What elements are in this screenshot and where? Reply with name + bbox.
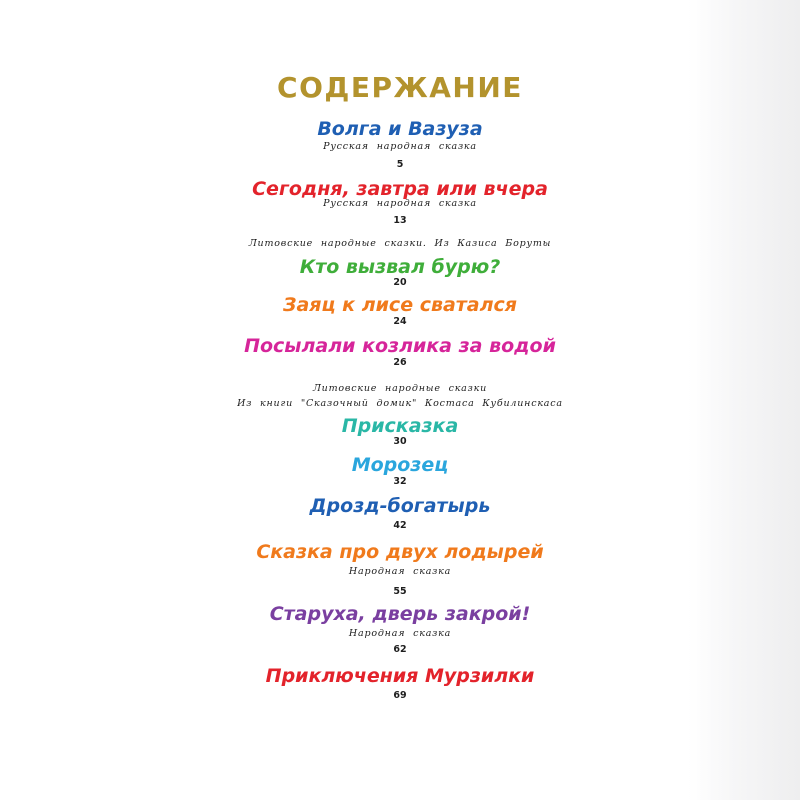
toc-entry-title[interactable]: Заяц к лисе сватался [282,294,518,316]
toc-entry-title[interactable]: Старуха, дверь закрой! [269,603,531,625]
toc-entry-title[interactable]: Присказка [341,415,459,437]
toc-entry-page-number: 69 [393,690,407,701]
toc-entry-page-number: 32 [393,476,407,487]
toc-entry-title[interactable]: Посылали козлика за водой [244,335,556,357]
toc-entry-page-number: 30 [393,436,407,447]
toc-entry-title[interactable]: Дрозд-богатырь [309,495,491,517]
toc-entry-title[interactable]: Сегодня, завтра или вчера [252,178,548,200]
toc-entry-page-number: 42 [393,520,407,531]
toc-entry-subtitle: Русская народная сказка [323,198,477,209]
toc-entry-page-number: 13 [393,215,407,226]
toc-entry-page-number: 5 [396,159,404,170]
toc-entry-page-number: 26 [393,357,407,368]
toc-entry-page-number: 20 [393,277,407,288]
section-note: Литовские народные сказки. Из Казиса Боруты [248,238,552,249]
toc-entry-title[interactable]: Морозец [351,454,449,476]
toc-entry-title[interactable]: Кто вызвал бурю? [299,256,501,278]
section-note: Литовские народные сказки [312,383,488,394]
toc-heading: СОДЕРЖАНИЕ [277,71,523,104]
toc-entry-subtitle: Народная сказка [348,566,452,577]
toc-entry-title[interactable]: Сказка про двух лодырей [256,541,544,563]
toc-entry-page-number: 55 [393,586,407,597]
toc-entry-title[interactable]: Приключения Мурзилки [265,665,535,687]
toc-entry-subtitle: Народная сказка [348,628,452,639]
toc-entry-subtitle: Русская народная сказка [323,141,477,152]
toc-entry-page-number: 62 [393,644,407,655]
toc-entry-title[interactable]: Волга и Вазуза [317,118,483,140]
section-note: Из книги "Сказочный домик" Костаса Кубилинскаса [237,398,563,409]
toc-entry-page-number: 24 [393,316,407,327]
